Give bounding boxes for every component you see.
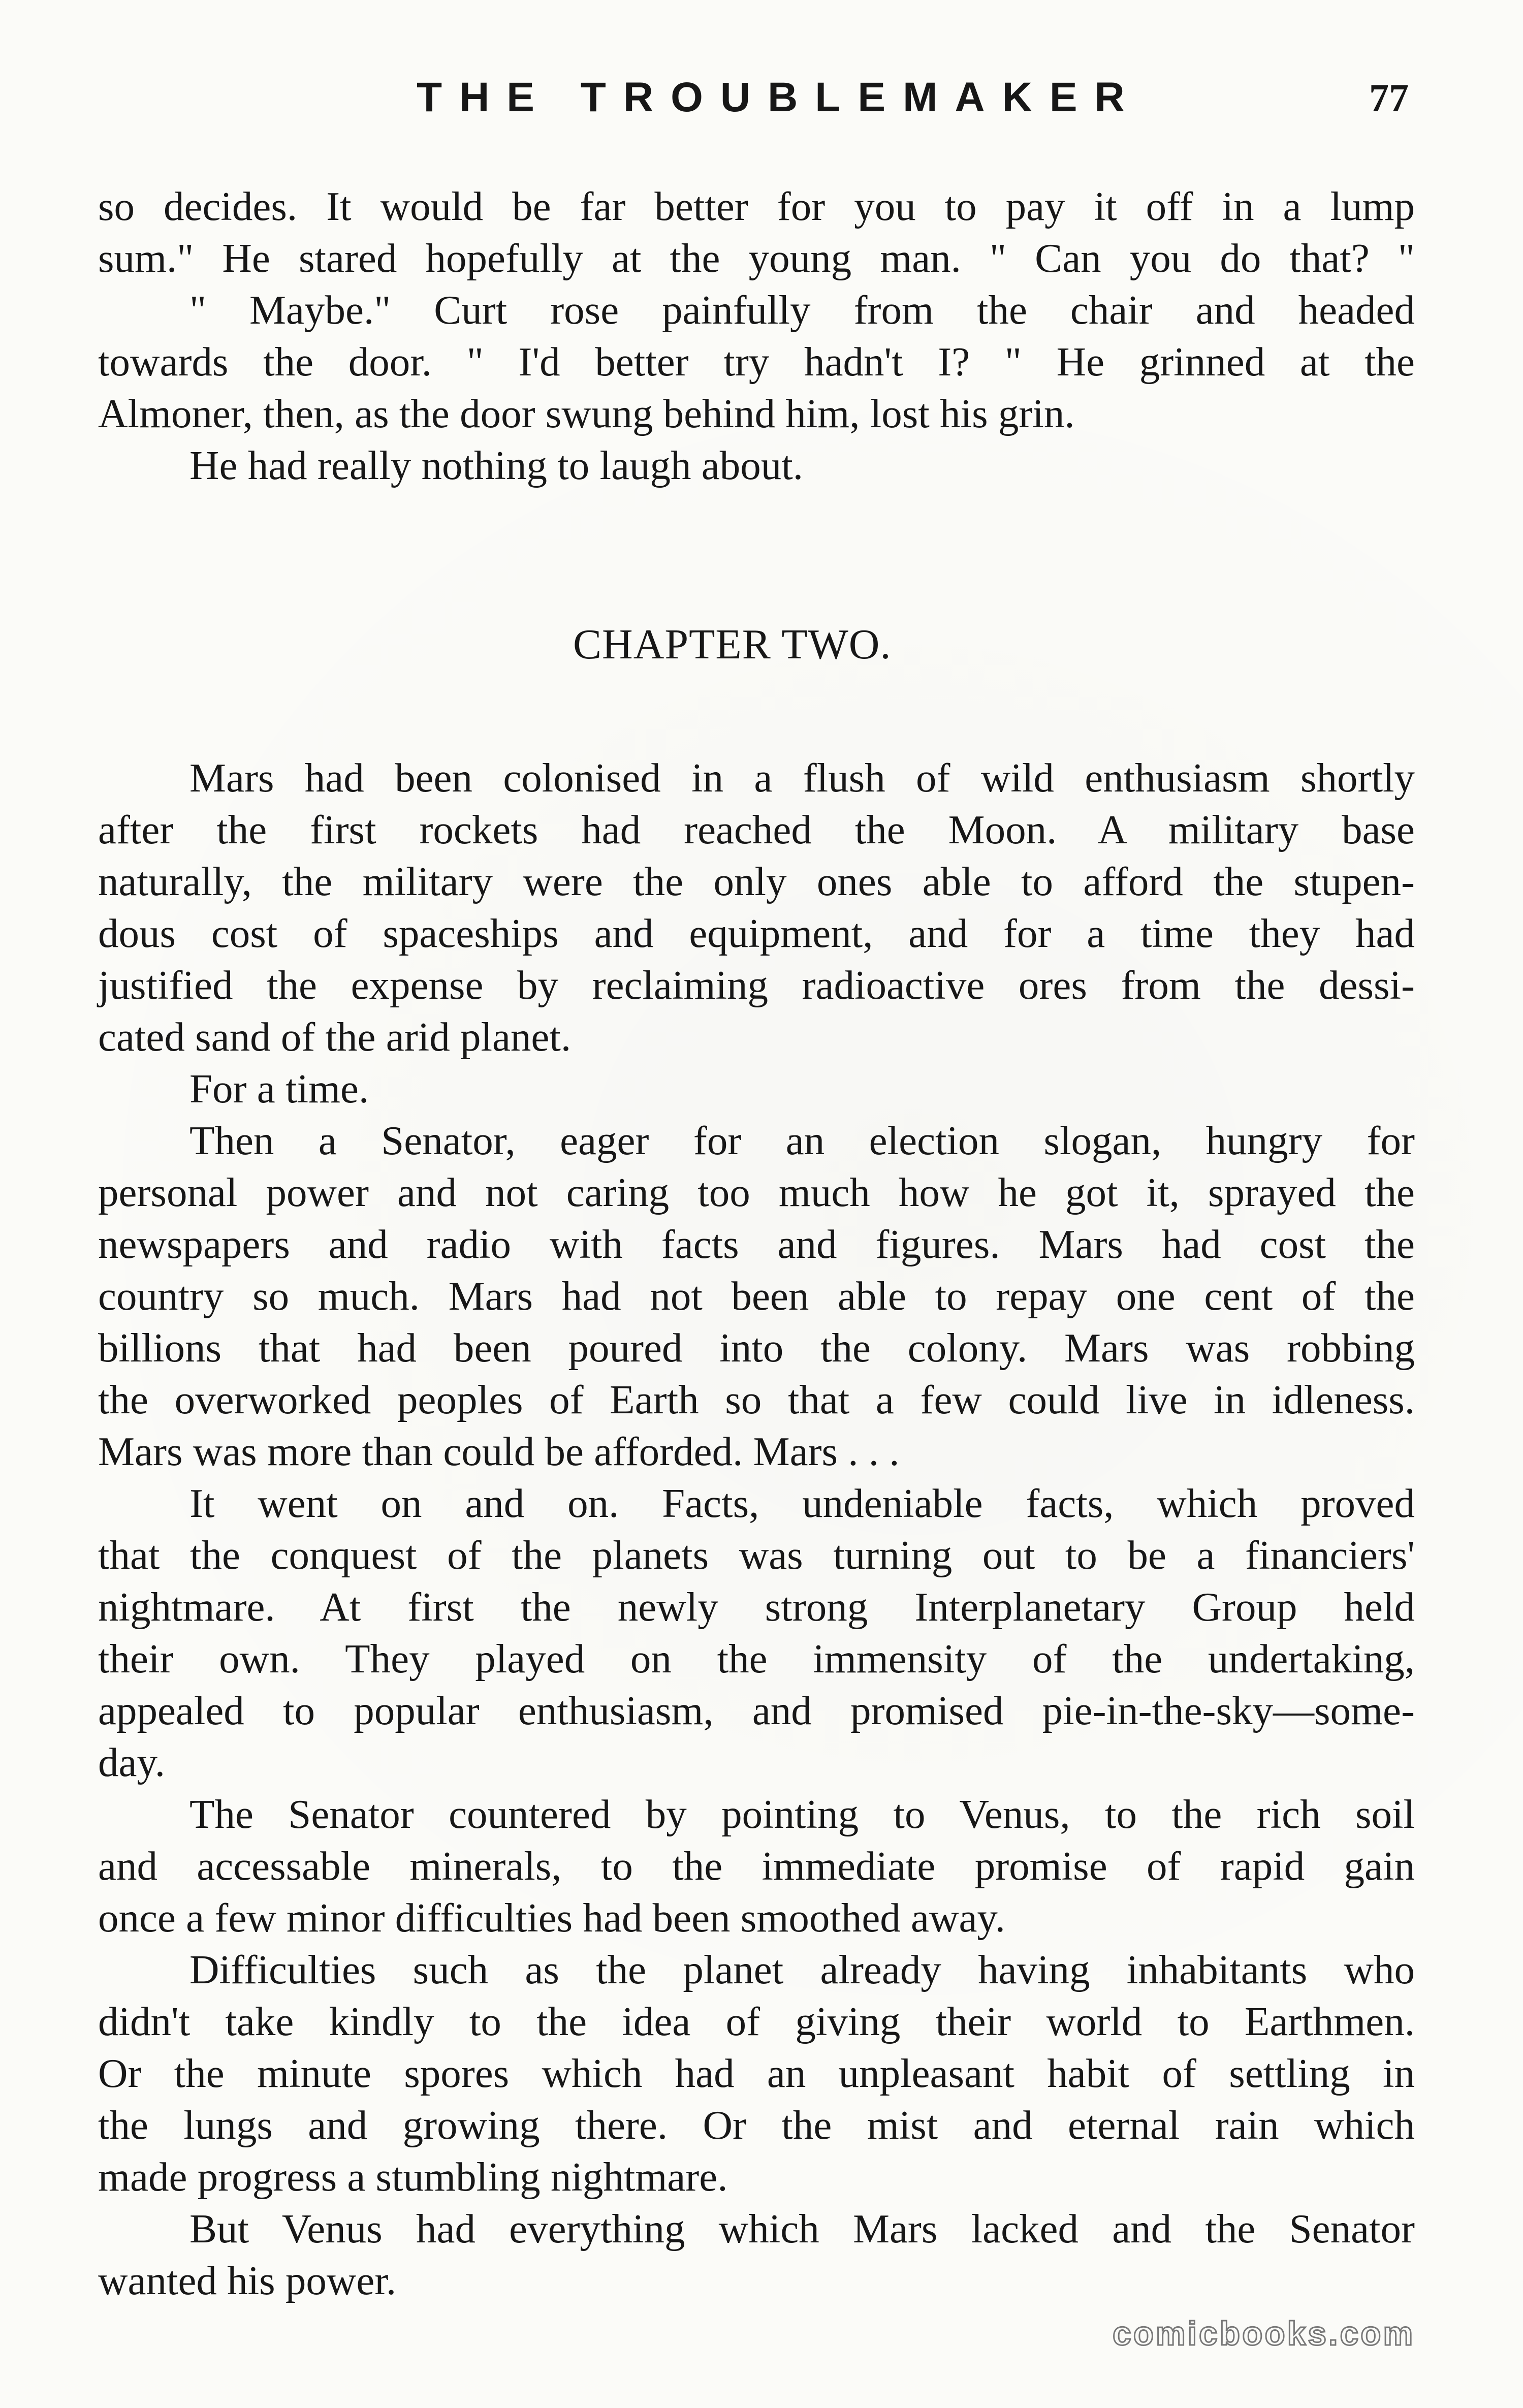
opening-paragraphs [98, 180, 1415, 491]
text-line: personal power and not caring too much how he got it, sprayed the [98, 1169, 1415, 1215]
text-line: dous cost of spaceships and equipment, and for a time they had [98, 910, 1415, 956]
text-line: nightmare. At first the newly strong Interplanetary Group held [98, 1584, 1415, 1630]
text-line: the overworked peoples of Earth so that a few could live in idleness. [98, 1377, 1415, 1422]
text-line: naturally, the military were the only ones able to afford the stupen- [98, 859, 1415, 904]
text-line: sum." He stared hopefully at the young man. " Can you do that? " [98, 235, 1415, 281]
text-line: Then a Senator, eager for an election slogan, hungry for [189, 1118, 1415, 1163]
text-line: He had really nothing to laugh about. [189, 442, 803, 488]
text-line: It went on and on. Facts, undeniable facts, which proved [189, 1480, 1415, 1526]
chapter-title: CHAPTER TWO. [573, 621, 892, 668]
chapter-body [98, 752, 1415, 2306]
text-line: justified the expense by reclaiming radioactive ores from the dessi- [98, 962, 1415, 1008]
text-line: country so much. Mars had not been able to repay one cent of the [98, 1273, 1415, 1319]
text-line: and accessable minerals, to the immediate promise of rapid gain [98, 1843, 1415, 1889]
page-number: 77 [1369, 76, 1409, 120]
site-watermark: comicbooks.com [1113, 2315, 1415, 2352]
text-line: For a time. [189, 1066, 369, 1112]
text-line: wanted his power. [98, 2258, 397, 2303]
text-line: so decides. It would be far better for you to pay it off in a lump [98, 183, 1415, 229]
text-line: that the conquest of the planets was turning out to be a financiers' [98, 1532, 1415, 1578]
text-line: day. [98, 1739, 165, 1785]
text-line: made progress a stumbling nightmare. [98, 2154, 728, 2200]
text-line: But Venus had everything which Mars lacked and the Senator [189, 2206, 1415, 2252]
text-line: billions that had been poured into the colony. Mars was robbing [98, 1325, 1415, 1371]
text-line: once a few minor difficulties had been smoothed away. [98, 1895, 1005, 1941]
text-line: after the first rockets had reached the Moon. A military base [98, 807, 1415, 852]
text-line: The Senator countered by pointing to Venus, to the rich soil [189, 1791, 1415, 1837]
text-line: didn't take kindly to the idea of giving their world to Earthmen. [98, 1999, 1415, 2044]
text-line: Almoner, then, as the door swung behind him, lost his grin. [98, 391, 1075, 436]
text-line: " Maybe." Curt rose painfully from the chair and headed [189, 287, 1415, 333]
text-line: their own. They played on the immensity of the undertaking, [98, 1636, 1415, 1682]
text-line: cated sand of the arid planet. [98, 1014, 572, 1060]
running-head: THE TROUBLEMAKER [417, 74, 1142, 120]
text-line: the lungs and growing there. Or the mist and eternal rain which [98, 2102, 1415, 2148]
text-line: Difficulties such as the planet already having inhabitants who [189, 1947, 1415, 1992]
text-line: appealed to popular enthusiasm, and promised pie-in-the-sky—some- [98, 1688, 1415, 1733]
text-line: Or the minute spores which had an unpleasant habit of settling in [98, 2050, 1415, 2096]
text-line: newspapers and radio with facts and figures. Mars had cost the [98, 1221, 1415, 1267]
text-line: Mars was more than could be afforded. Mars . . . [98, 1429, 900, 1474]
text-line: Mars had been colonised in a flush of wild enthusiasm shortly [189, 755, 1415, 801]
text-line: towards the door. " I'd better try hadn't I? " He grinned at the [98, 339, 1415, 385]
